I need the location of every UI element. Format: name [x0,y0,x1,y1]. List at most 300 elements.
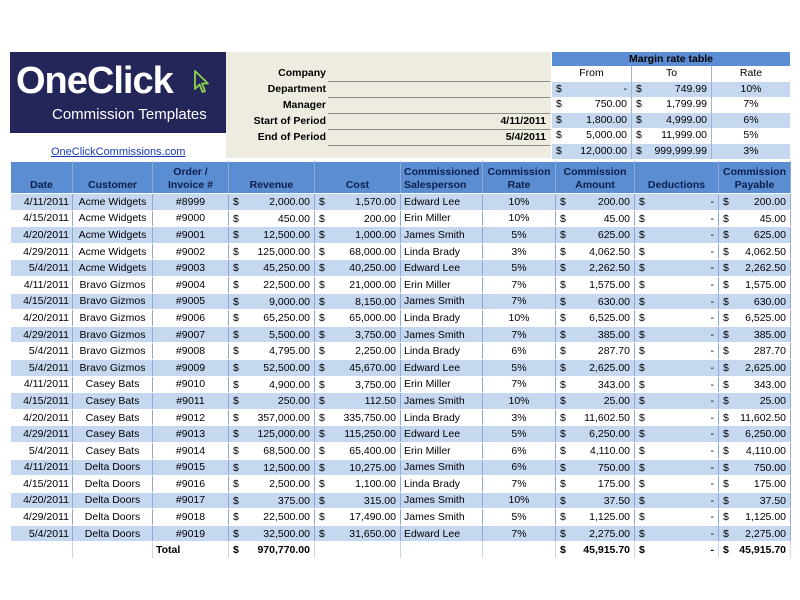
revenue-cell[interactable]: $ 22,500.00 [229,276,315,293]
commission-amount-cell[interactable]: $ 2,625.00 [556,359,635,376]
margin-header-to: To [632,66,712,82]
customer-cell[interactable]: Delta Doors [73,476,153,493]
margin-rate-row [552,113,790,129]
commission-payable-cell[interactable]: $ 385.00 [719,326,791,343]
cost-cell[interactable]: $ 65,400.00 [315,442,401,459]
totals-salesperson-cell[interactable] [401,542,483,559]
commission-payable-cell[interactable]: $ 4,062.50 [719,243,791,260]
date-cell[interactable]: 4/20/2011 [11,492,73,509]
commission-payable-cell[interactable]: $ 37.50 [719,492,791,509]
total-commission-amount[interactable]: $ 45,915.70 [556,542,635,559]
manager-label: Manager [282,99,326,111]
manager-field[interactable] [328,98,550,114]
customer-cell[interactable]: Casey Bats [73,393,153,410]
header-order[interactable]: Order / Invoice # [153,162,229,194]
order-cell[interactable]: #9008 [153,343,229,360]
revenue-cell[interactable]: $ 68,500.00 [229,442,315,459]
commission-rate-cell[interactable]: 10% [483,310,556,327]
table-row [11,492,791,509]
commission-payable-cell[interactable]: $ 287.70 [719,343,791,360]
order-cell[interactable]: #9002 [153,243,229,260]
department-label: Department [267,83,326,95]
customer-cell[interactable]: Casey Bats [73,376,153,393]
start-period-field[interactable]: 4/11/2011 [328,114,550,130]
commission-rate-cell[interactable]: 5% [483,227,556,244]
commission-payable-cell[interactable]: $ 200.00 [719,194,791,211]
deductions-cell[interactable]: $ - [635,459,719,476]
cost-cell[interactable]: $ 68,000.00 [315,243,401,260]
order-cell[interactable]: #9016 [153,476,229,493]
margin-rate-cell[interactable]: 6% [743,113,759,126]
deductions-cell[interactable]: $ - [635,227,719,244]
deductions-cell[interactable]: $ - [635,310,719,327]
deductions-cell[interactable]: $ - [635,343,719,360]
salesperson-cell[interactable]: Edward Lee [401,260,483,277]
revenue-cell[interactable]: $ 2,000.00 [229,194,315,211]
totals-row [11,542,791,559]
customer-cell[interactable]: Bravo Gizmos [73,293,153,310]
order-cell[interactable]: #8999 [153,194,229,211]
commission-payable-cell[interactable]: $ 2,275.00 [719,525,791,542]
website-link[interactable]: OneClickCommissions.com [51,146,186,158]
margin-to-cell[interactable]: $ 4,999.00 [632,113,712,129]
cost-cell[interactable]: $ 10,275.00 [315,459,401,476]
date-cell[interactable]: 4/15/2011 [11,476,73,493]
order-cell[interactable]: #9012 [153,409,229,426]
deductions-cell[interactable]: $ - [635,276,719,293]
customer-cell[interactable]: Bravo Gizmos [73,326,153,343]
revenue-cell[interactable]: $ 12,500.00 [229,459,315,476]
table-row [11,310,791,327]
deductions-cell[interactable]: $ - [635,509,719,526]
commission-rate-cell[interactable]: 7% [483,376,556,393]
salesperson-cell[interactable]: Edward Lee [401,525,483,542]
date-cell[interactable]: 4/15/2011 [11,210,73,227]
table-row [11,276,791,293]
commission-rate-cell[interactable]: 6% [483,343,556,360]
deductions-cell[interactable]: $ - [635,243,719,260]
header-cost[interactable]: Cost [315,162,401,194]
commission-amount-cell[interactable]: $ 1,575.00 [556,276,635,293]
margin-to-cell[interactable]: $ 11,999.00 [632,128,712,144]
table-row [11,409,791,426]
commission-table [10,161,791,559]
commission-payable-cell[interactable]: $ 1,125.00 [719,509,791,526]
end-period-field[interactable]: 5/4/2011 [328,130,550,146]
commission-payable-cell[interactable]: $ 2,262.50 [719,260,791,277]
header-deductions[interactable]: Deductions [635,162,719,194]
commission-amount-cell[interactable]: $ 2,275.00 [556,525,635,542]
margin-from-cell[interactable]: $ 5,000.00 [552,128,632,144]
commission-rate-cell[interactable]: 6% [483,459,556,476]
commission-amount-cell[interactable]: $ 343.00 [556,376,635,393]
customer-cell[interactable]: Casey Bats [73,426,153,443]
commission-amount-cell[interactable]: $ 6,525.00 [556,310,635,327]
cost-cell[interactable]: $ 200.00 [315,210,401,227]
cost-cell[interactable]: $ 335,750.00 [315,409,401,426]
manager-row [226,98,551,114]
table-row [11,343,791,360]
salesperson-cell[interactable]: Linda Brady [401,409,483,426]
end-period-label: End of Period [257,131,326,143]
salesperson-cell[interactable]: Linda Brady [401,243,483,260]
salesperson-cell[interactable]: James Smith [401,393,483,410]
header-revenue[interactable]: Revenue [229,162,315,194]
logo [10,52,226,133]
cost-cell[interactable]: $ 45,670.00 [315,359,401,376]
order-cell[interactable]: #9006 [153,310,229,327]
order-cell[interactable]: #9003 [153,260,229,277]
commission-rate-cell[interactable]: 7% [483,476,556,493]
date-cell[interactable]: 4/20/2011 [11,409,73,426]
total-revenue[interactable]: $ 970,770.00 [229,542,315,559]
commission-amount-cell[interactable]: $ 625.00 [556,227,635,244]
commission-rate-cell[interactable]: 5% [483,426,556,443]
start-period-row [226,114,551,130]
commission-amount-cell[interactable]: $ 4,110.00 [556,442,635,459]
order-cell[interactable]: #9007 [153,326,229,343]
cost-cell[interactable]: $ 3,750.00 [315,326,401,343]
column-header-row [11,162,791,194]
customer-cell[interactable]: Acme Widgets [73,210,153,227]
salesperson-cell[interactable]: Linda Brady [401,476,483,493]
customer-cell[interactable]: Bravo Gizmos [73,359,153,376]
cost-cell[interactable]: $ 65,000.00 [315,310,401,327]
totals-rate-cell[interactable] [483,542,556,559]
header-date[interactable]: Date [11,162,73,194]
totals-date-cell[interactable] [11,542,73,559]
revenue-cell[interactable]: $ 125,000.00 [229,426,315,443]
deductions-cell[interactable]: $ - [635,359,719,376]
table-row [11,359,791,376]
margin-rate-row [552,128,790,144]
revenue-cell[interactable]: $ 357,000.00 [229,409,315,426]
date-cell[interactable]: 5/4/2011 [11,525,73,542]
customer-cell[interactable]: Acme Widgets [73,260,153,277]
salesperson-cell[interactable]: Edward Lee [401,359,483,376]
date-cell[interactable]: 4/15/2011 [11,393,73,410]
customer-cell[interactable]: Casey Bats [73,442,153,459]
table-row [11,376,791,393]
deductions-cell[interactable]: $ - [635,293,719,310]
revenue-cell[interactable]: $ 250.00 [229,393,315,410]
table-row [11,210,791,227]
table-row [11,509,791,526]
date-cell[interactable]: 5/4/2011 [11,442,73,459]
order-cell[interactable]: #9014 [153,442,229,459]
header-band [10,52,790,161]
revenue-cell[interactable]: $ 45,250.00 [229,260,315,277]
logo-text: OneClick [16,60,173,102]
salesperson-cell[interactable]: Edward Lee [401,194,483,211]
margin-rate-table [552,52,790,158]
table-row [11,459,791,476]
date-cell[interactable]: 4/11/2011 [11,459,73,476]
margin-rate-cell[interactable]: 3% [743,144,759,157]
commission-amount-cell[interactable]: $ 25.00 [556,393,635,410]
revenue-cell[interactable]: $ 22,500.00 [229,509,315,526]
date-cell[interactable]: 5/4/2011 [11,343,73,360]
customer-cell[interactable]: Delta Doors [73,525,153,542]
customer-cell[interactable]: Delta Doors [73,459,153,476]
end-period-row [226,130,551,146]
cost-cell[interactable]: $ 112.50 [315,393,401,410]
order-cell[interactable]: #9005 [153,293,229,310]
customer-cell[interactable]: Acme Widgets [73,227,153,244]
commission-amount-cell[interactable]: $ 287.70 [556,343,635,360]
commission-amount-cell[interactable]: $ 750.00 [556,459,635,476]
commission-payable-cell[interactable]: $ 625.00 [719,227,791,244]
table-row [11,393,791,410]
commission-amount-cell[interactable]: $ 630.00 [556,293,635,310]
table-row [11,326,791,343]
commission-rate-cell[interactable]: 10% [483,492,556,509]
table-row [11,442,791,459]
order-cell[interactable]: #9015 [153,459,229,476]
margin-rate-row [552,82,790,98]
cost-cell[interactable]: $ 115,250.00 [315,426,401,443]
cost-cell[interactable]: $ 40,250.00 [315,260,401,277]
cost-cell[interactable]: $ 21,000.00 [315,276,401,293]
commission-rate-cell[interactable]: 10% [483,393,556,410]
commission-rate-cell[interactable]: 5% [483,359,556,376]
commission-rate-cell[interactable]: 10% [483,210,556,227]
margin-to-cell[interactable]: $ 1,799.99 [632,97,712,113]
commission-payable-cell[interactable]: $ 750.00 [719,459,791,476]
cost-cell[interactable]: $ 8,150.00 [315,293,401,310]
margin-from-cell[interactable]: $ - [552,82,632,98]
commission-rate-cell[interactable]: 7% [483,276,556,293]
revenue-cell[interactable]: $ 32,500.00 [229,525,315,542]
commission-payable-cell[interactable]: $ 6,250.00 [719,426,791,443]
table-row [11,194,791,211]
revenue-cell[interactable]: $ 4,795.00 [229,343,315,360]
margin-to-cell[interactable]: $ 999,999.99 [632,144,712,160]
revenue-cell[interactable]: $ 52,500.00 [229,359,315,376]
deductions-cell[interactable]: $ - [635,426,719,443]
order-cell[interactable]: #9010 [153,376,229,393]
department-row [226,82,551,98]
deductions-cell[interactable]: $ - [635,376,719,393]
salesperson-cell[interactable]: Erin Miller [401,210,483,227]
customer-cell[interactable]: Acme Widgets [73,194,153,211]
salesperson-cell[interactable]: Erin Miller [401,376,483,393]
commission-payable-cell[interactable]: $ 6,525.00 [719,310,791,327]
margin-table-title: Margin rate table [552,52,790,66]
salesperson-cell[interactable]: James Smith [401,227,483,244]
cost-cell[interactable]: $ 3,750.00 [315,376,401,393]
salesperson-cell[interactable]: James Smith [401,293,483,310]
deductions-cell[interactable]: $ - [635,442,719,459]
commission-rate-cell[interactable]: 7% [483,293,556,310]
commission-amount-cell[interactable]: $ 175.00 [556,476,635,493]
order-cell[interactable]: #9013 [153,426,229,443]
cost-cell[interactable]: $ 315.00 [315,492,401,509]
commission-rate-cell[interactable]: 6% [483,442,556,459]
commission-spreadsheet [10,52,790,557]
margin-from-cell[interactable]: $ 1,800.00 [552,113,632,129]
date-cell[interactable]: 5/4/2011 [11,260,73,277]
revenue-cell[interactable]: $ 12,500.00 [229,227,315,244]
revenue-cell[interactable]: $ 450.00 [229,210,315,227]
totals-customer-cell[interactable] [73,542,153,559]
revenue-cell[interactable]: $ 9,000.00 [229,293,315,310]
salesperson-cell[interactable]: James Smith [401,326,483,343]
salesperson-cell[interactable]: James Smith [401,509,483,526]
date-cell[interactable]: 4/29/2011 [11,509,73,526]
commission-rate-cell[interactable]: 5% [483,260,556,277]
margin-rate-cell[interactable]: 7% [743,98,759,110]
cost-cell[interactable]: $ 31,650.00 [315,525,401,542]
customer-cell[interactable]: Casey Bats [73,409,153,426]
salesperson-cell[interactable]: Edward Lee [401,426,483,443]
company-label: Company [278,67,326,79]
date-cell[interactable]: 4/15/2011 [11,293,73,310]
revenue-cell[interactable]: $ 65,250.00 [229,310,315,327]
salesperson-cell[interactable]: Erin Miller [401,442,483,459]
commission-amount-cell[interactable]: $ 11,602.50 [556,409,635,426]
customer-cell[interactable]: Bravo Gizmos [73,310,153,327]
date-cell[interactable]: 4/11/2011 [11,376,73,393]
order-cell[interactable]: #9011 [153,393,229,410]
date-cell[interactable]: 4/29/2011 [11,426,73,443]
margin-header-rate: Rate [739,67,763,79]
company-field[interactable] [328,66,550,82]
deductions-cell[interactable]: $ - [635,210,719,227]
commission-payable-cell[interactable]: $ 630.00 [719,293,791,310]
customer-cell[interactable]: Acme Widgets [73,243,153,260]
revenue-cell[interactable]: $ 5,500.00 [229,326,315,343]
table-row [11,243,791,260]
order-cell[interactable]: #9009 [153,359,229,376]
commission-rate-cell[interactable]: 3% [483,409,556,426]
salesperson-cell[interactable]: Erin Miller [401,276,483,293]
date-cell[interactable]: 5/4/2011 [11,359,73,376]
commission-amount-cell[interactable]: $ 6,250.00 [556,426,635,443]
margin-rate-cell[interactable]: 5% [743,129,759,141]
commission-amount-cell[interactable]: $ 1,125.00 [556,509,635,526]
table-row [11,260,791,277]
order-cell[interactable]: #9001 [153,227,229,244]
salesperson-cell[interactable]: James Smith [401,459,483,476]
customer-cell[interactable]: Delta Doors [73,509,153,526]
commission-rate-cell[interactable]: 10% [483,194,556,211]
margin-rate-row [552,97,790,113]
commission-amount-cell[interactable]: $ 385.00 [556,326,635,343]
total-commission-payable[interactable]: $ 45,915.70 [719,542,791,559]
commission-payable-cell[interactable]: $ 1,575.00 [719,276,791,293]
deductions-cell[interactable]: $ - [635,326,719,343]
cost-cell[interactable]: $ 1,000.00 [315,227,401,244]
customer-cell[interactable]: Bravo Gizmos [73,343,153,360]
revenue-cell[interactable]: $ 375.00 [229,492,315,509]
header-commission-rate[interactable]: Commission Rate [483,162,556,194]
commission-payable-cell[interactable]: $ 2,625.00 [719,359,791,376]
commission-amount-cell[interactable]: $ 37.50 [556,492,635,509]
margin-rate-row [552,144,790,160]
total-deductions[interactable]: $ - [635,542,719,559]
salesperson-cell[interactable]: Linda Brady [401,343,483,360]
deductions-cell[interactable]: $ - [635,409,719,426]
commission-rate-cell[interactable]: 7% [483,525,556,542]
department-field[interactable] [328,82,550,98]
customer-cell[interactable]: Bravo Gizmos [73,276,153,293]
deductions-cell[interactable]: $ - [635,492,719,509]
order-cell[interactable]: #9004 [153,276,229,293]
table-row [11,227,791,244]
table-row [11,476,791,493]
totals-cost-cell[interactable] [315,542,401,559]
start-period-label: Start of Period [253,115,326,127]
logo-subtitle: Commission Templates [52,106,207,123]
totals-label[interactable]: Total [153,542,229,559]
commission-amount-cell[interactable]: $ 200.00 [556,194,635,211]
header-commission-payable[interactable]: Commission Payable [719,162,791,194]
date-cell[interactable]: 4/20/2011 [11,310,73,327]
commission-payable-cell[interactable]: $ 4,110.00 [719,442,791,459]
date-cell[interactable]: 4/11/2011 [11,194,73,211]
date-cell[interactable]: 4/29/2011 [11,243,73,260]
deductions-cell[interactable]: $ - [635,194,719,211]
customer-cell[interactable]: Delta Doors [73,492,153,509]
period-info [226,52,551,158]
commission-payable-cell[interactable]: $ 343.00 [719,376,791,393]
cost-cell[interactable]: $ 1,100.00 [315,476,401,493]
order-cell[interactable]: #9019 [153,525,229,542]
margin-from-cell[interactable]: $ 12,000.00 [552,144,632,160]
cost-cell[interactable]: $ 2,250.00 [315,343,401,360]
deductions-cell[interactable]: $ - [635,260,719,277]
commission-payable-cell[interactable]: $ 11,602.50 [719,409,791,426]
cost-cell[interactable]: $ 1,570.00 [315,194,401,211]
table-row [11,293,791,310]
margin-header-row [552,66,790,82]
revenue-cell[interactable]: $ 4,900.00 [229,376,315,393]
commission-rate-cell[interactable]: 7% [483,326,556,343]
commission-rate-cell[interactable]: 5% [483,509,556,526]
order-cell[interactable]: #9000 [153,210,229,227]
header-commission-amount[interactable]: Commission Amount [556,162,635,194]
commission-amount-cell[interactable]: $ 4,062.50 [556,243,635,260]
date-cell[interactable]: 4/29/2011 [11,326,73,343]
margin-from-cell[interactable]: $ 750.00 [552,97,632,113]
margin-to-cell[interactable]: $ 749.99 [632,82,712,98]
table-row [11,525,791,542]
salesperson-cell[interactable]: Linda Brady [401,310,483,327]
header-customer[interactable]: Customer [73,162,153,194]
commission-amount-cell[interactable]: $ 45.00 [556,210,635,227]
commission-payable-cell[interactable]: $ 25.00 [719,393,791,410]
table-row [11,426,791,443]
deductions-cell[interactable]: $ - [635,393,719,410]
order-cell[interactable]: #9017 [153,492,229,509]
date-cell[interactable]: 4/11/2011 [11,276,73,293]
cost-cell[interactable]: $ 17,490.00 [315,509,401,526]
revenue-cell[interactable]: $ 125,000.00 [229,243,315,260]
revenue-cell[interactable]: $ 2,500.00 [229,476,315,493]
date-cell[interactable]: 4/20/2011 [11,227,73,244]
margin-rate-cell[interactable]: 10% [740,82,762,95]
header-salesperson[interactable]: Commissioned Salesperson [401,162,483,194]
deductions-cell[interactable]: $ - [635,476,719,493]
commission-amount-cell[interactable]: $ 2,262.50 [556,260,635,277]
commission-payable-cell[interactable]: $ 175.00 [719,476,791,493]
commission-rate-cell[interactable]: 3% [483,243,556,260]
commission-payable-cell[interactable]: $ 45.00 [719,210,791,227]
deductions-cell[interactable]: $ - [635,525,719,542]
salesperson-cell[interactable]: James Smith [401,492,483,509]
order-cell[interactable]: #9018 [153,509,229,526]
